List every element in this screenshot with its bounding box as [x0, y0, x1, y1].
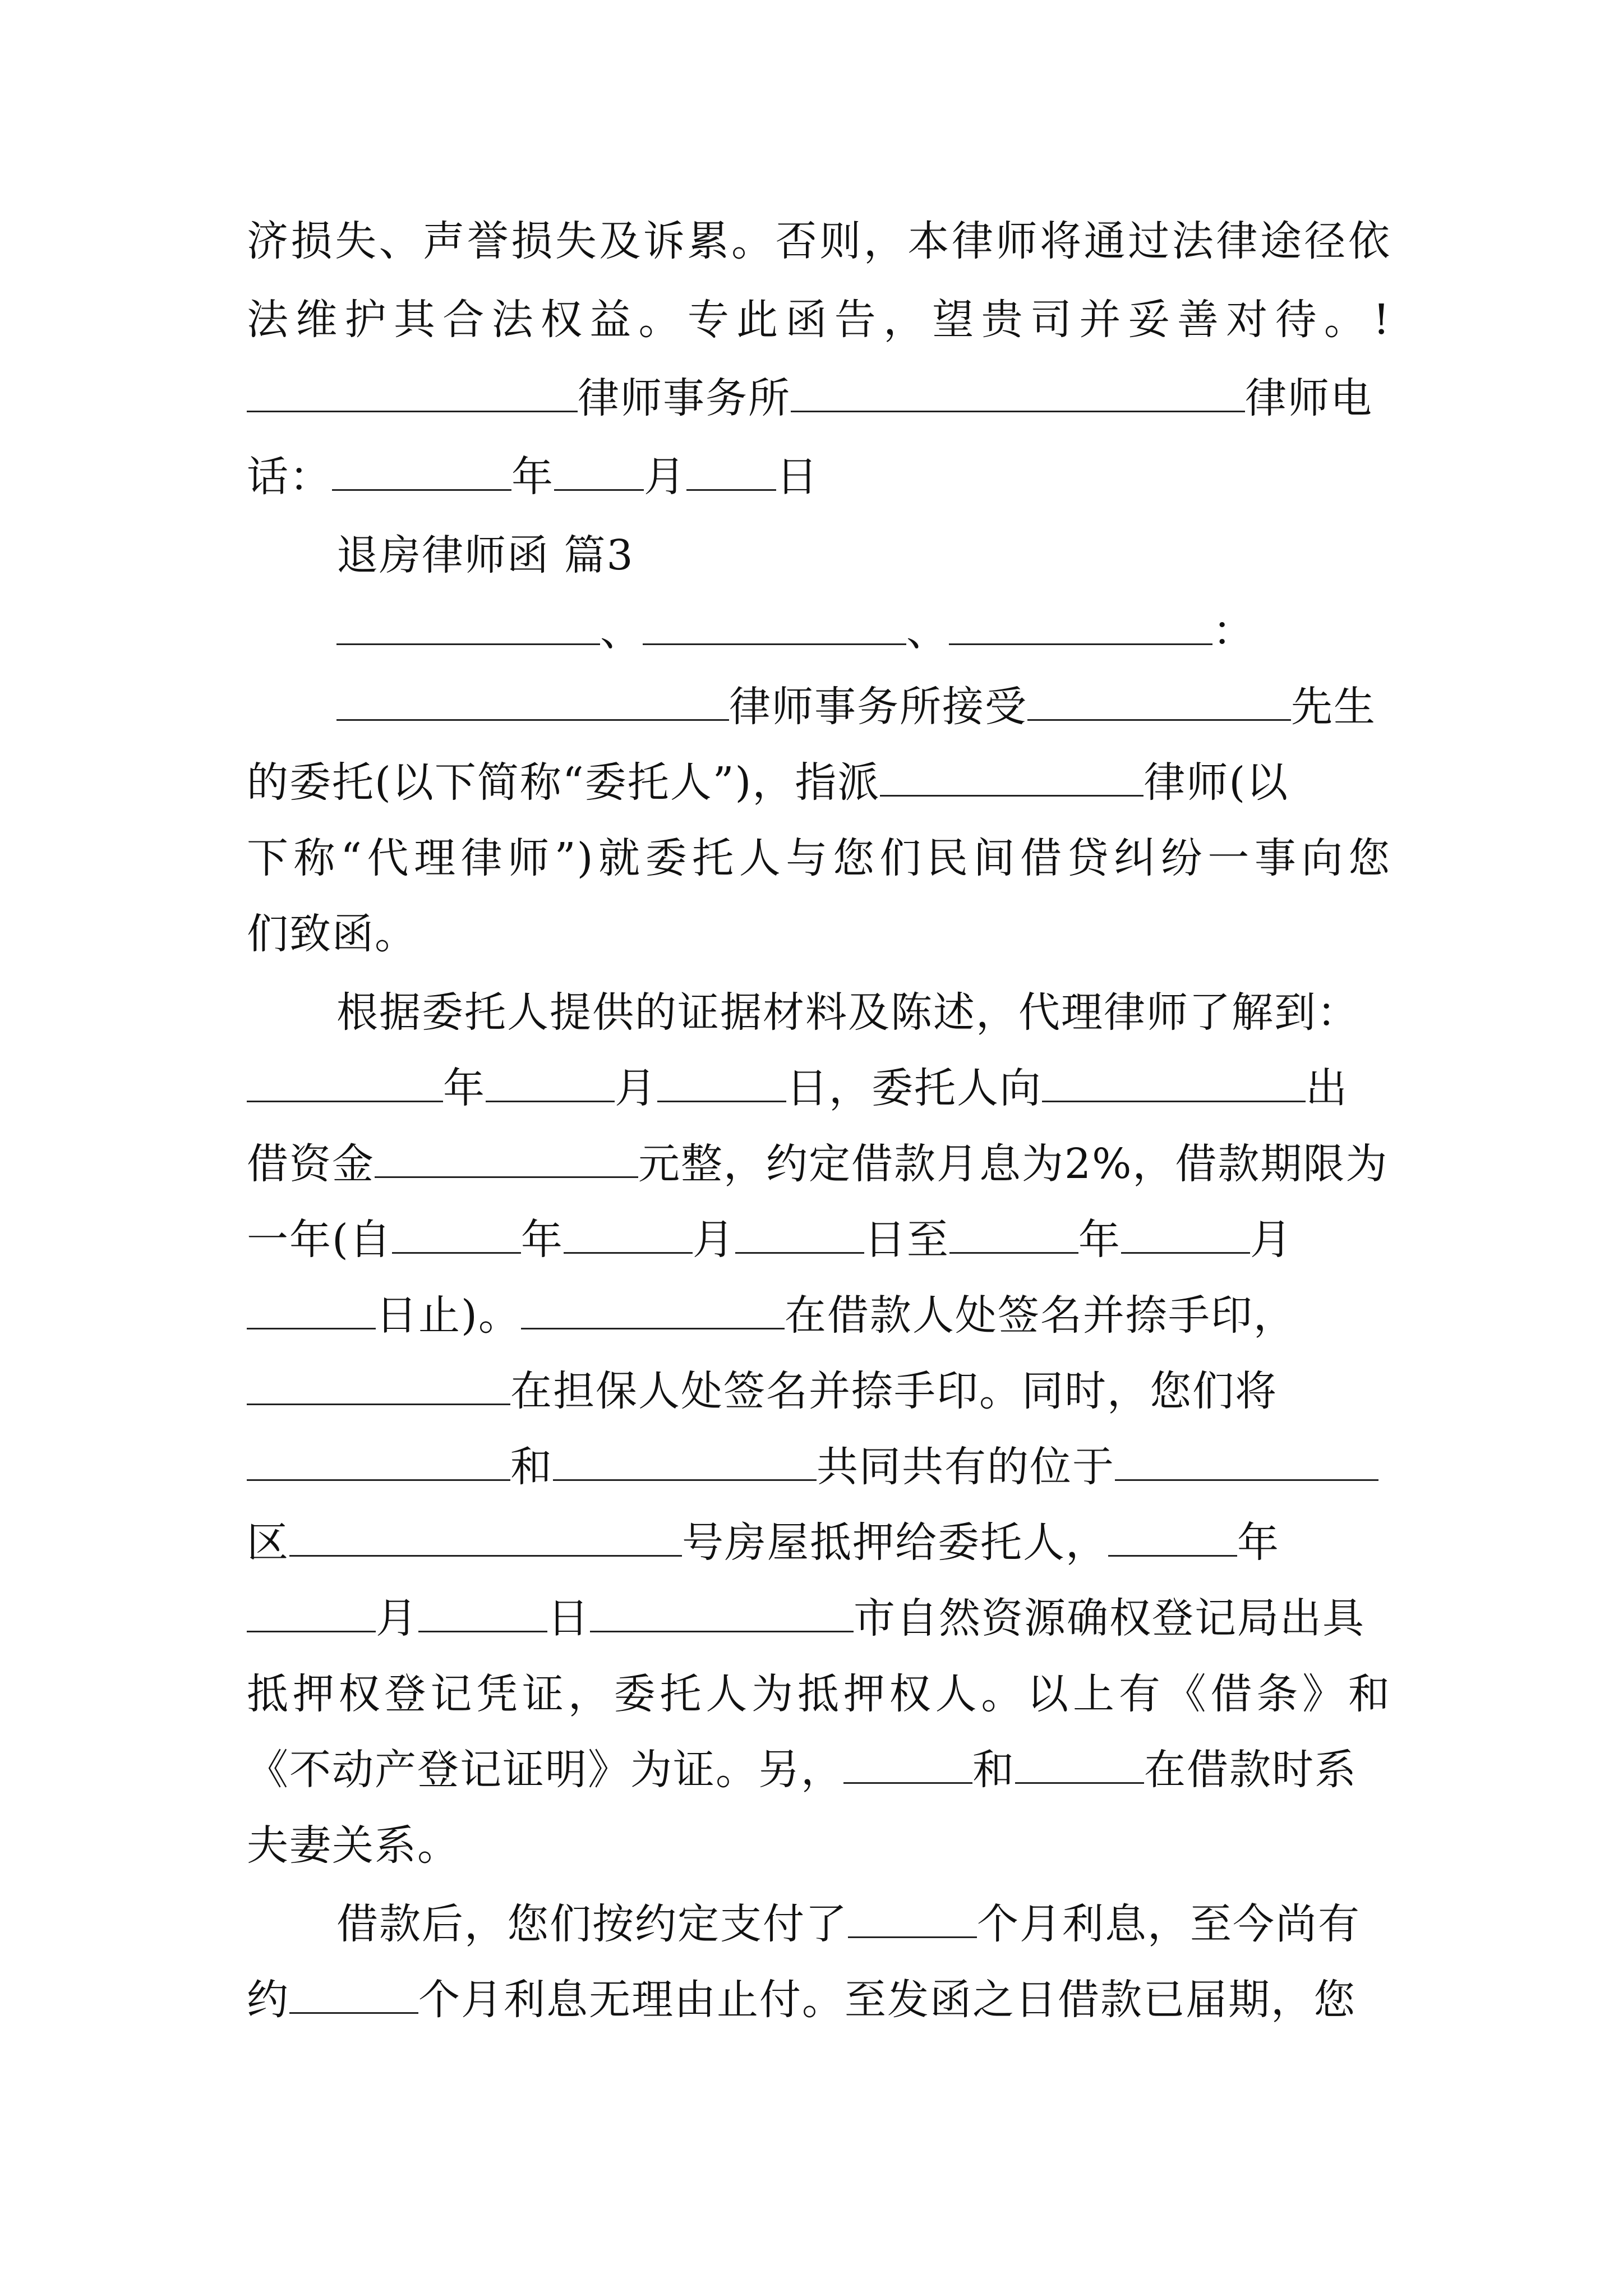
paragraph-line [247, 1287, 1391, 1343]
text-fragment: 共同共有的位于 [817, 1443, 1115, 1491]
paragraph-line [247, 1742, 1391, 1798]
text-fragment: 月 [615, 1064, 657, 1112]
text-fragment: 月 [692, 1216, 735, 1264]
blank-field [418, 1591, 547, 1632]
blank-field [336, 680, 729, 721]
blank-field [553, 1440, 817, 1481]
text-fragment: 约 [247, 1976, 289, 2024]
blank-field [643, 604, 906, 645]
blank-field [521, 1289, 785, 1329]
text-fragment: 年 [511, 453, 554, 501]
text-fragment: 日止)。 [376, 1291, 521, 1340]
paragraph-line [247, 830, 1391, 886]
blank-field [949, 1213, 1078, 1254]
paragraph-line [247, 1060, 1391, 1116]
blank-field [848, 1897, 977, 1938]
text-line: 济损失、声誉损失及诉累。否则，本律师将通过法律途径依 [247, 217, 1391, 265]
text-fragment: 和 [972, 1746, 1015, 1794]
text-fragment: 和 [510, 1443, 553, 1491]
text-line: 下称“代理律师”)就委托人与您们民间借贷纠纷一事向您 [247, 834, 1391, 882]
paragraph-line [247, 1363, 1391, 1419]
blank-field [375, 1137, 638, 1178]
blank-field [336, 604, 600, 645]
text-fragment: 一年(自 [247, 1216, 392, 1264]
blank-field [686, 450, 776, 491]
blank-field [791, 371, 1245, 412]
text-fragment: 律师事务所接受 [729, 683, 1027, 731]
blank-field [247, 1289, 376, 1329]
text-fragment: 律师电 [1245, 374, 1373, 422]
addressee-line [336, 603, 1481, 659]
text-line: 法维护其合法权益。专此函告，望贵司并妥善对待。! [247, 296, 1391, 344]
heading-text: 退房律师函 篇3 [336, 531, 634, 579]
text-fragment: 年 [1237, 1519, 1280, 1567]
text-fragment: 借款后，您们按约定支付了 [336, 1900, 848, 1948]
paragraph-line [247, 213, 1391, 269]
blank-field [1027, 680, 1291, 721]
text-fragment: 律师(以 [1144, 758, 1289, 807]
paragraph-line [247, 1590, 1391, 1646]
text-fragment: 在借款人处签名并捺手印， [784, 1291, 1296, 1340]
paragraph-line [247, 292, 1391, 348]
text-fragment: 《不动产登记证明》为证。另， [247, 1746, 843, 1794]
text-fragment: 年 [443, 1064, 486, 1112]
section-heading [336, 527, 1481, 583]
blank-field [590, 1591, 854, 1632]
blank-field [1108, 1516, 1237, 1557]
blank-field [247, 1364, 510, 1405]
text-line: 根据委托人提供的证据材料及陈述，代理律师了解到： [336, 988, 1359, 1037]
text-fragment: 的委托(以下简称“委托人”)，指派 [247, 758, 880, 807]
blank-field [1121, 1213, 1250, 1254]
blank-field [554, 450, 644, 491]
text-fragment: 月 [376, 1594, 418, 1642]
text-fragment: 个月利息无理由止付。至发函之日借款已届期，您 [418, 1976, 1356, 2024]
blank-field [949, 604, 1212, 645]
text-fragment: 日 [547, 1594, 590, 1642]
text-fragment: 月 [644, 453, 686, 501]
text-fragment: 日 [776, 453, 819, 501]
text-fragment: 日至 [864, 1216, 949, 1264]
paragraph-line [247, 1972, 1391, 2028]
blank-field [1015, 1743, 1144, 1784]
blank-field [657, 1061, 786, 1102]
paragraph-line [247, 1136, 1391, 1192]
text-fragment: 在借款时系 [1144, 1746, 1357, 1794]
text-fragment: 市自然资源确权登记局出具 [854, 1594, 1365, 1642]
text-fragment: 个月利息，至今尚有 [977, 1900, 1361, 1948]
blank-field [735, 1213, 864, 1254]
blank-field [247, 1440, 510, 1481]
blank-field [1115, 1440, 1378, 1481]
blank-field [289, 1516, 682, 1557]
text-fragment: 借资金 [247, 1140, 375, 1188]
paragraph-line [247, 1439, 1391, 1495]
text-fragment: 年 [520, 1216, 564, 1264]
blank-field [1042, 1061, 1306, 1102]
text-fragment: 在担保人处签名并捺手印。同时，您们将 [510, 1367, 1278, 1415]
text-line: 抵押权登记凭证，委托人为抵押权人。以上有《借条》和 [247, 1670, 1391, 1718]
paragraph-line [247, 754, 1391, 811]
text-fragment: ： [1212, 607, 1255, 655]
blank-field [247, 1061, 443, 1102]
text-fragment: 话： [247, 453, 332, 501]
text-fragment: 先生 [1291, 683, 1376, 731]
text-fragment: 出 [1306, 1064, 1348, 1112]
paragraph-line [336, 1896, 1481, 1952]
text-fragment: 律师事务所 [578, 374, 791, 422]
blank-field [843, 1743, 972, 1784]
text-fragment: 月 [1249, 1216, 1293, 1264]
blank-field [880, 756, 1144, 797]
blank-field [564, 1213, 693, 1254]
signature-line [247, 370, 1391, 426]
text-fragment: 区 [247, 1519, 289, 1567]
text-fragment: 年 [1078, 1216, 1121, 1264]
text-fragment: 、 [906, 607, 949, 655]
paragraph-line [247, 1212, 1391, 1268]
date-line [247, 449, 1391, 505]
blank-field [332, 450, 511, 491]
paragraph-line [247, 1666, 1391, 1722]
text-fragment: 号房屋抵押给委托人， [682, 1519, 1108, 1567]
blank-field [247, 371, 578, 412]
blank-field [247, 1591, 376, 1632]
paragraph-line [336, 679, 1481, 735]
text-fragment: 、 [600, 607, 643, 655]
paragraph-line [336, 984, 1481, 1041]
text-fragment: 日，委托人向 [786, 1064, 1042, 1112]
blank-field [486, 1061, 615, 1102]
text-line: 夫妻关系。 [247, 1821, 460, 1870]
paragraph-line [247, 1515, 1391, 1571]
paragraph-line [247, 906, 1391, 962]
paragraph-line [247, 1818, 1391, 1874]
text-line: 们致函。 [247, 910, 417, 958]
blank-field [289, 1973, 418, 2014]
blank-field [392, 1213, 521, 1254]
text-fragment: 元整，约定借款月息为2%，借款期限为 [638, 1140, 1389, 1188]
